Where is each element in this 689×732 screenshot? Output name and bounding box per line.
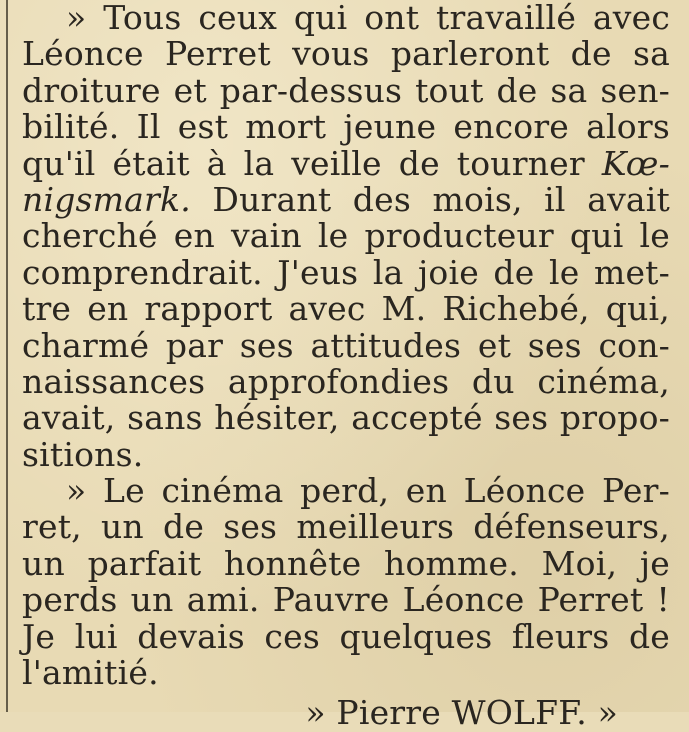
- text-line: Léonce Perret vous parleront de sa: [22, 34, 670, 74]
- text-line-with-italic: [22, 143, 670, 183]
- text-line: Je lui devais ces quelques fleurs de: [22, 616, 670, 656]
- text-line: l'amitié.: [22, 653, 159, 693]
- article-column: [22, 0, 670, 732]
- text-line: comprendrait. J'eus la joie de le met-: [22, 252, 670, 292]
- text-line: bilité. Il est mort jeune encore alors: [22, 107, 670, 147]
- film-title-italic: Kœ-: [601, 143, 670, 183]
- text-line: sitions.: [22, 434, 144, 474]
- text-line-with-italic: [22, 179, 670, 219]
- text-line: naissances approfondies du cinéma,: [22, 361, 670, 401]
- text-line: » Tous ceux qui ont travaillé avec: [66, 0, 670, 37]
- text-segment: qu'il était à la veille de tourner: [22, 143, 602, 183]
- author-signature: » Pierre WOLFF. »: [305, 693, 618, 732]
- text-line: droiture et par-dessus tout de sa sen-: [22, 70, 670, 110]
- film-title-italic: nigsmark.: [22, 179, 191, 219]
- paragraph-1: [22, 0, 670, 473]
- text-segment: Durant des mois, il avait: [190, 179, 670, 219]
- text-line: ret, un de ses meilleurs défenseurs,: [22, 507, 670, 547]
- text-line: tre en rapport avec M. Richebé, qui,: [22, 289, 670, 329]
- column-rule: [6, 0, 8, 712]
- text-line: un parfait honnête homme. Moi, je: [22, 543, 670, 583]
- text-line: » Le cinéma perd, en Léonce Per-: [66, 471, 670, 511]
- text-line: avait, sans hésiter, accepté ses propo-: [22, 398, 670, 438]
- paragraph-2: [22, 473, 670, 691]
- text-line: cherché en vain le producteur qui le: [22, 216, 670, 256]
- text-line: charmé par ses attitudes et ses con-: [22, 325, 670, 365]
- text-line: perds un ami. Pauvre Léonce Perret !: [22, 580, 670, 620]
